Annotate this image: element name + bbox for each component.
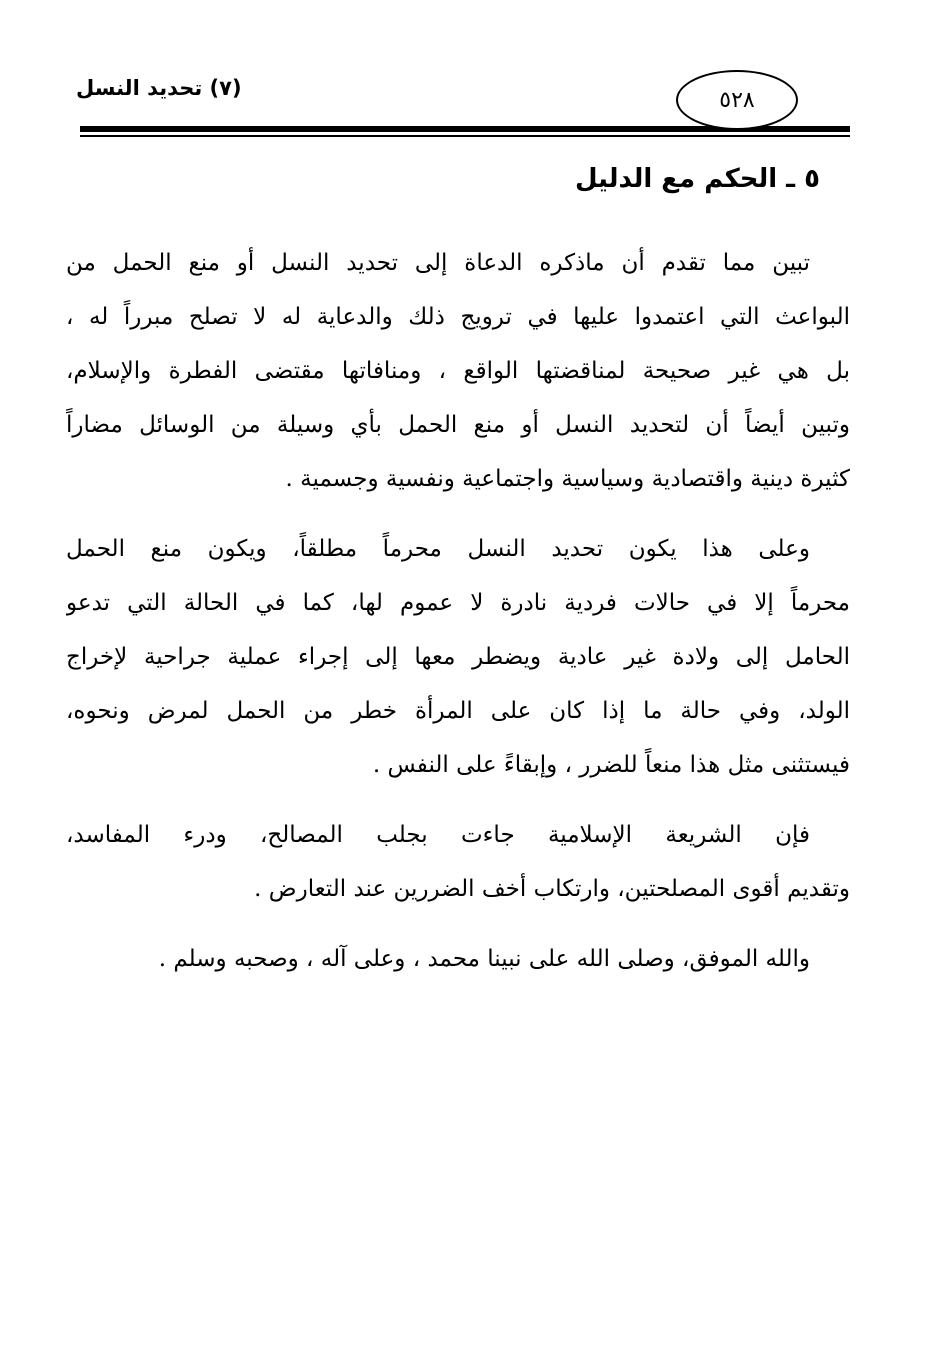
page-number: ٥٢٨ bbox=[676, 70, 798, 130]
text-line: الولد، وفي حالة ما إذا كان على المرأة خطر من الحمل لمرض ونحوه، bbox=[66, 698, 850, 724]
text-line: فإن الشريعة الإسلامية جاءت بجلب المصالح، ودرء المفاسد، bbox=[66, 822, 810, 848]
text-line: وعلى هذا يكون تحديد النسل محرماً مطلقاً، ويكون منع الحمل bbox=[66, 536, 810, 562]
running-title: (٧) تحديد النسل bbox=[76, 76, 242, 100]
text-line: البواعث التي اعتمدوا عليها في ترويج ذلك والدعاية له لا تصلح مبرراً له ، bbox=[66, 304, 850, 330]
text-line: فيستثنى مثل هذا منعاً للضرر ، وإبقاءً على النفس . bbox=[372, 752, 850, 778]
paragraph-4 bbox=[66, 932, 850, 986]
text-line: وتبين أيضاً أن لتحديد النسل أو منع الحمل بأي وسيلة من الوسائل مضاراً bbox=[66, 412, 850, 438]
text-line: والله الموفق، وصلى الله على نبينا محمد ، وعلى آله ، وصحبه وسلم . bbox=[158, 946, 810, 972]
body-text bbox=[66, 236, 850, 986]
paragraph-2 bbox=[66, 522, 850, 792]
paragraph-3 bbox=[66, 808, 850, 916]
text-line: وتقديم أقوى المصلحتين، وارتكاب أخف الضررين عند التعارض . bbox=[254, 876, 850, 902]
text-line: كثيرة دينية واقتصادية وسياسية واجتماعية ونفسية وجسمية . bbox=[285, 466, 850, 492]
page-header bbox=[70, 72, 850, 142]
text-line: الحامل إلى ولادة غير عادية ويضطر معها إلى إجراء عملية جراحية لإخراج bbox=[66, 644, 850, 670]
paragraph-1 bbox=[66, 236, 850, 506]
text-line: بل هي غير صحيحة لمناقضتها الواقع ، ومنافاتها مقتضى الفطرة والإسلام، bbox=[66, 358, 850, 384]
text-line: تبين مما تقدم أن ماذكره الدعاة إلى تحديد النسل أو منع الحمل من bbox=[66, 250, 810, 276]
header-rule-thin bbox=[80, 135, 850, 137]
section-heading: ٥ ـ الحكم مع الدليل bbox=[574, 164, 820, 194]
text-line: محرماً إلا في حالات فردية نادرة لا عموم لها، كما في الحالة التي تدعو bbox=[66, 590, 850, 616]
